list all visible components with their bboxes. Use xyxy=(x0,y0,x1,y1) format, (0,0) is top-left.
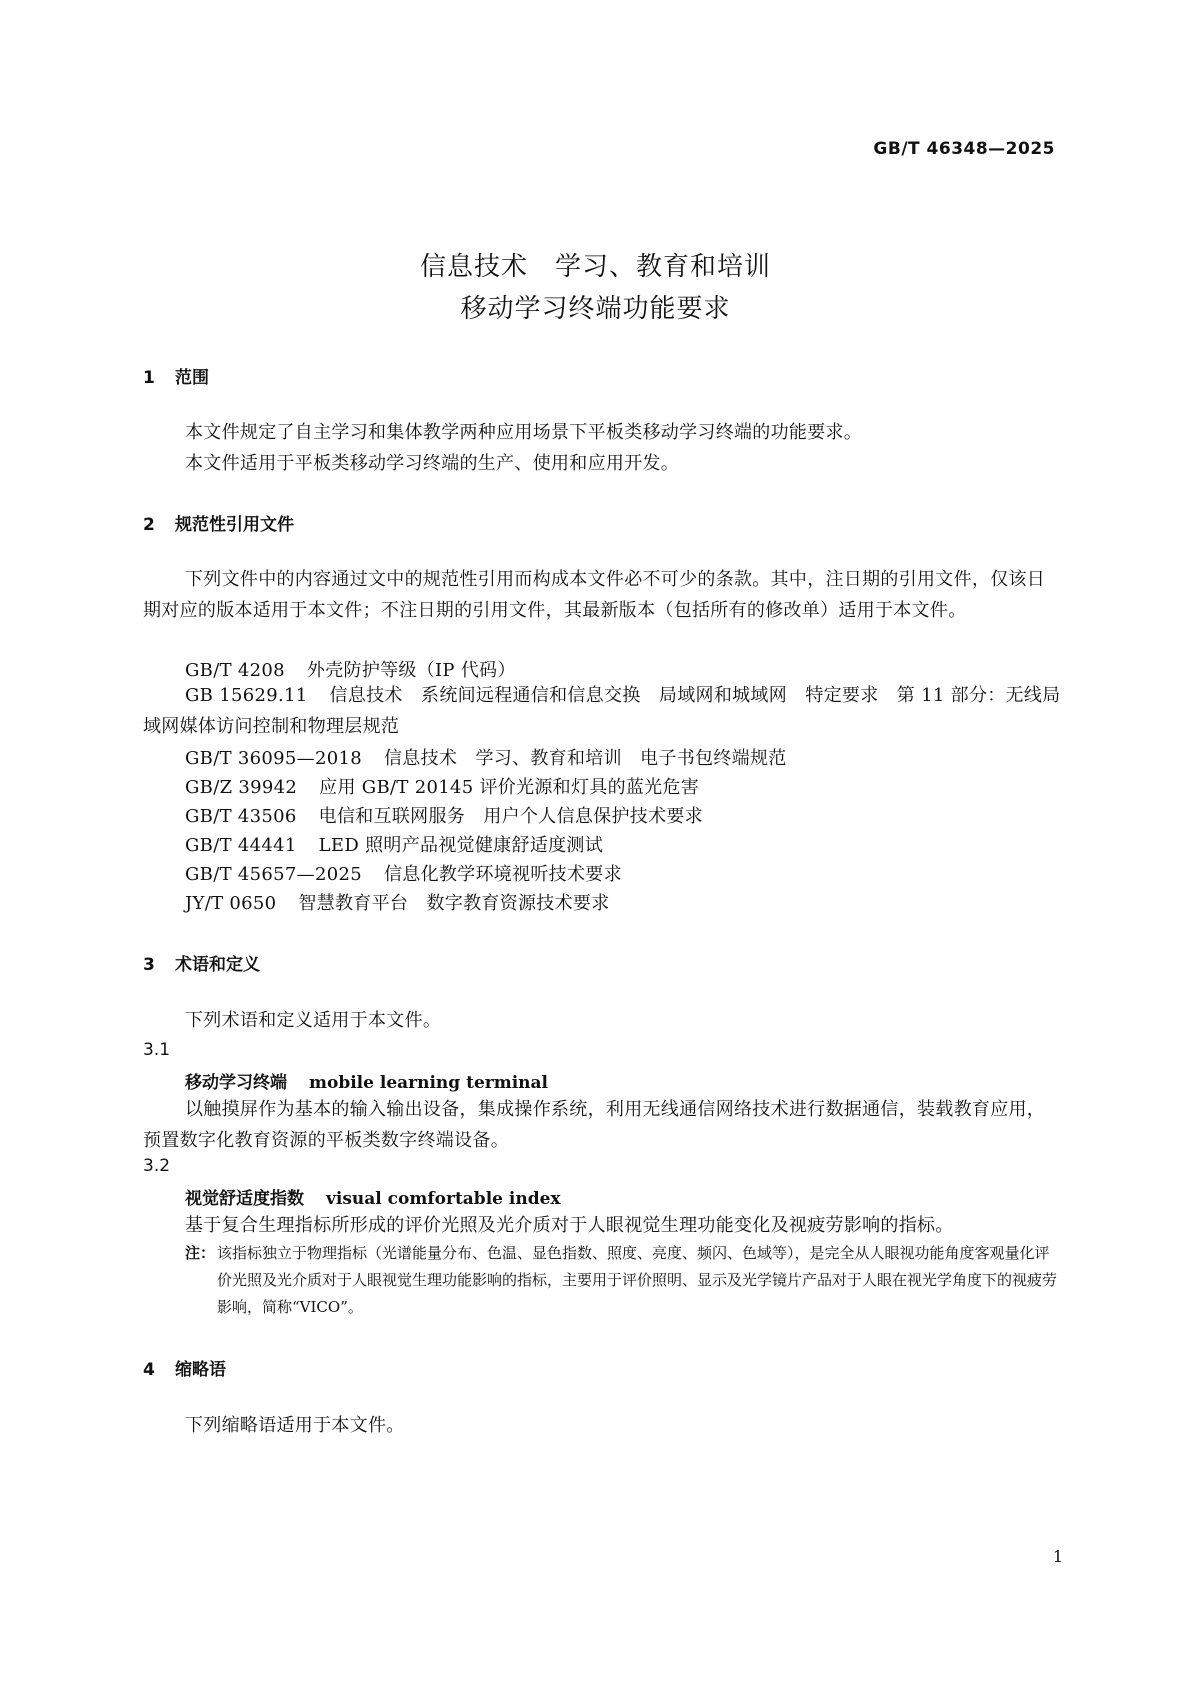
terms-intro: 下列术语和定义适用于本文件。 xyxy=(185,1010,442,1031)
term-english: mobile learning terminal xyxy=(309,1073,548,1093)
reference-item xyxy=(185,656,516,682)
reference-code: GB/T 44441 xyxy=(185,835,297,856)
term-heading xyxy=(185,1184,561,1209)
reference-item xyxy=(143,680,1061,742)
term-note xyxy=(185,1240,1061,1321)
note-text: 该指标独立于物理指标（光谱能量分布、色温、显色指数、照度、亮度、频闪、色域等），是完全从人眼视功能角度客观量化评价光照及光介质对于人眼视觉生理功能影响的指标，主要用于评价照明、显示及光学镜片产品对于人眼在视光学角度下的视疲劳影响，简称“VICO”。 xyxy=(217,1244,1058,1316)
reference-code: GB/T 36095—2018 xyxy=(185,748,362,769)
reference-item xyxy=(185,889,610,915)
term-definition: 以触摸屏作为基本的输入输出设备，集成操作系统，利用无线通信网络技术进行数据通信，装载教育应用，预置数字化教育资源的平板类数字终端设备。 xyxy=(143,1099,1046,1151)
section-title: 规范性引用文件 xyxy=(175,515,294,535)
section-number: 3 xyxy=(143,955,155,975)
reference-code: GB/Z 39942 xyxy=(185,777,298,798)
abbreviations-intro: 下列缩略语适用于本文件。 xyxy=(185,1415,405,1436)
section-3-heading xyxy=(143,950,260,975)
term-definition: 基于复合生理指标所形成的评价光照及光介质对于人眼视觉生理功能变化及视疲劳影响的指标。 xyxy=(185,1215,954,1236)
reference-title: LED 照明产品视觉健康舒适度测试 xyxy=(318,835,604,856)
scope-paragraph-2: 本文件适用于平板类移动学习终端的生产、使用和应用开发。 xyxy=(185,453,680,474)
section-title: 缩略语 xyxy=(175,1360,226,1380)
term-chinese: 视觉舒适度指数 xyxy=(185,1189,304,1209)
reference-code: GB/T 45657—2025 xyxy=(185,864,362,885)
reference-title: 信息技术 学习、教育和培训 电子书包终端规范 xyxy=(383,748,787,769)
document-title-line2: 移动学习终端功能要求 xyxy=(460,294,731,324)
term-number: 3.1 xyxy=(143,1040,171,1060)
section-1-heading xyxy=(143,363,209,388)
reference-title: 智慧教育平台 数字教育资源技术要求 xyxy=(298,893,610,914)
note-label: 注： xyxy=(185,1244,216,1262)
section-2-heading xyxy=(143,510,294,535)
term-chinese: 移动学习终端 xyxy=(185,1073,287,1093)
term-english: visual comfortable index xyxy=(326,1189,561,1209)
section-title: 术语和定义 xyxy=(175,955,260,975)
page-number: 1 xyxy=(1052,1547,1063,1566)
reference-code: GB/T 43506 xyxy=(185,806,297,827)
term-number: 3.2 xyxy=(143,1156,171,1176)
reference-title: 电信和互联网服务 用户个人信息保护技术要求 xyxy=(318,806,703,827)
section-number: 2 xyxy=(143,515,155,535)
section-4-heading xyxy=(143,1355,226,1380)
reference-item xyxy=(185,773,699,799)
standard-number: GB/T 46348—2025 xyxy=(873,139,1055,159)
section-number: 1 xyxy=(143,368,155,388)
references-intro: 下列文件中的内容通过文中的规范性引用而构成本文件必不可少的条款。其中，注日期的引用文件，仅该日期对应的版本适用于本文件；不注日期的引用文件，其最新版本（包括所有的修改单）适用于本文件。 xyxy=(143,569,1046,621)
reference-code: JY/T 0650 xyxy=(185,893,277,914)
reference-title: 信息化教学环境视听技术要求 xyxy=(383,864,622,885)
term-heading xyxy=(185,1068,548,1093)
reference-code: GB/T 4208 xyxy=(185,660,285,681)
section-number: 4 xyxy=(143,1360,155,1380)
section-title: 范围 xyxy=(175,368,209,388)
reference-item xyxy=(185,802,703,828)
reference-item xyxy=(185,831,603,857)
reference-title: 外壳防护等级（IP 代码） xyxy=(306,660,516,681)
reference-title: 应用 GB/T 20145 评价光源和灯具的蓝光危害 xyxy=(319,777,700,798)
reference-code: GB 15629.11 xyxy=(185,685,308,706)
document-title-line1: 信息技术 学习、教育和培训 xyxy=(419,252,771,282)
reference-item xyxy=(185,860,622,886)
reference-title: 信息技术 系统间远程通信和信息交换 局域网和城域网 特定要求 第 11 部分：无线局域网媒体访问控制和物理层规范 xyxy=(143,685,1061,737)
reference-item xyxy=(185,744,787,770)
scope-paragraph-1: 本文件规定了自主学习和集体教学两种应用场景下平板类移动学习终端的功能要求。 xyxy=(185,422,863,443)
